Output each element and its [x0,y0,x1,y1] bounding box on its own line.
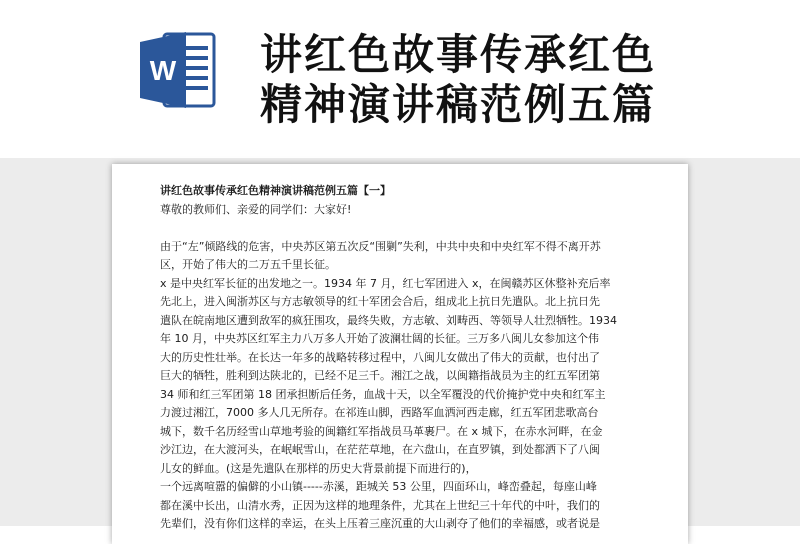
text-line: 一个远离喧嚣的偏僻的小山镇-----赤溪，距城关 53 公里，四面环山，峰峦叠起，每座山峰 [160,480,597,493]
text-line: 大的历史性壮举。在长达一年多的战略转移过程中，八闽儿女做出了伟大的贡献，也付出了 [160,350,600,364]
text-line: 34 师和红三军团第 18 团承担断后任务，血战十天，以全军覆没的代价掩护党中央和红军主 [160,387,606,401]
text-line: 儿女的鲜血。(这是先遣队在那样的历史大背景前提下而进行的)， [160,461,477,475]
text-line: 巨大的牺牲，胜利到达陕北的，已经不足三千。湘江之战，以闽籍指战员为主的红五军团第 [160,369,600,382]
header [0,0,800,158]
text-line: 尊敬的教师们、亲爱的同学们：大家好! [160,202,352,216]
page-title [260,30,780,130]
document-heading: 讲红色故事传承红色精神演讲稿范例五篇【一】 [160,184,391,197]
text-line: 都在溪中长出，山清水秀，正因为这样的地理条件，尤其在上世纪三十年代的中叶，我们的 [160,498,600,512]
text-line: x 是中央红军长征的出发地之一。1934 年 7 月，红七军团进入 x，在闽赣苏区休整补充后率 [160,276,611,290]
title-line-1: 讲红色故事传承红色 [260,30,657,79]
document-content [160,182,650,534]
title-line-2: 精神演讲稿范例五篇 [260,80,657,129]
text-line: 沙江边，在大渡河头，在岷岷雪山，在茫茫草地，在六盘山，在直罗镇，到处都洒下了八闽 [160,443,600,456]
text-line: 年 10 月，中央苏区红军主力八万多人开始了波澜壮阔的长征。三万多八闽儿女参加这个伟 [160,332,599,345]
text-line: 区，开始了伟大的二万五千里长征。 [160,258,336,271]
word-letter: W [149,55,177,86]
text-line: 先辈们，没有你们这样的幸运，在头上压着三座沉重的大山剥夺了他们的幸福感，或者说是 [160,517,600,530]
text-line: 遣队在皖南地区遭到敌军的疯狂围攻，最终失败，方志敏、刘畴西、等领导人壮烈牺牲。1934 [160,313,617,327]
text-line: 力渡过湘江，7000 多人几无所存。在祁连山脚，西路军血洒河西走廊，红五军团悲歌高台 [160,406,599,419]
word-document-icon [140,28,216,112]
blank-line [160,219,650,238]
text-line: 先北上，进入闽浙苏区与方志敏领导的红十军团会合后，组成北上抗日先遣队。北上抗日先 [160,295,600,308]
text-line: 城下，数千名历经雪山草地考验的闽籍红军指战员马革裹尸。在 x 城下，在赤水河畔，在金 [160,424,603,438]
text-line: 由于“左”倾路线的危害，中央苏区第五次反“围剿”失利，中共中央和中央红军不得不离开苏 [160,239,601,253]
document-page [112,164,688,544]
